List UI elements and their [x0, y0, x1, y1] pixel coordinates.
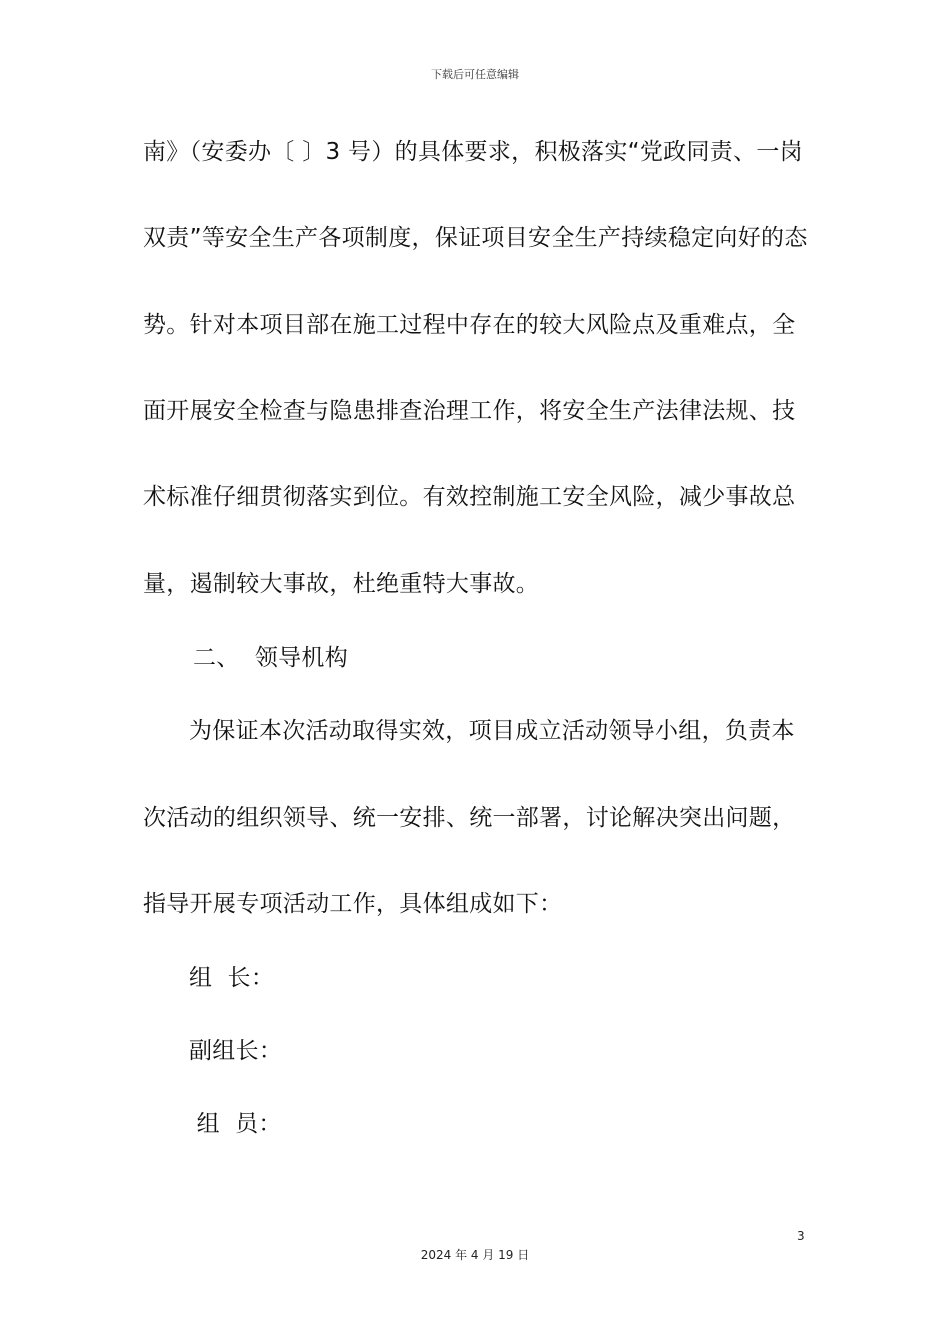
paragraph-line: 量，遏制较大事故，杜绝重特大事故。	[143, 571, 540, 597]
paragraph-line: 势。针对本项目部在施工过程中存在的较大风险点及重难点，全	[143, 312, 796, 338]
paragraph-line: 次活动的组织领导、统一安排、统一部署，讨论解决突出问题，	[143, 805, 796, 831]
footer-date: 2024 年 4 月 19 日	[420, 1248, 530, 1262]
paragraph-line: 南》（安委办〔 〕3 号）的具体要求，积极落实“党政同责、一岗	[143, 139, 803, 165]
member-label: 组 员：	[189, 1111, 282, 1137]
paragraph-line: 术标准仔细贯彻落实到位。有效控制施工安全风险，减少事故总	[143, 484, 796, 510]
page-header: 下载后可任意编辑	[431, 68, 519, 81]
section-heading: 二、 领导机构	[193, 645, 349, 671]
paragraph-line: 指导开展专项活动工作，具体组成如下：	[143, 891, 563, 917]
paragraph-line: 为保证本次活动取得实效，项目成立活动领导小组，负责本	[189, 718, 795, 744]
page-number: 3	[797, 1229, 805, 1243]
paragraph-line: 双责”等安全生产各项制度，保证项目安全生产持续稳定向好的态	[143, 225, 808, 251]
leader-label: 组 长：	[189, 965, 275, 991]
paragraph-line: 面开展安全检查与隐患排查治理工作，将安全生产法律法规、技	[143, 398, 796, 424]
deputy-leader-label: 副组长：	[189, 1038, 283, 1064]
